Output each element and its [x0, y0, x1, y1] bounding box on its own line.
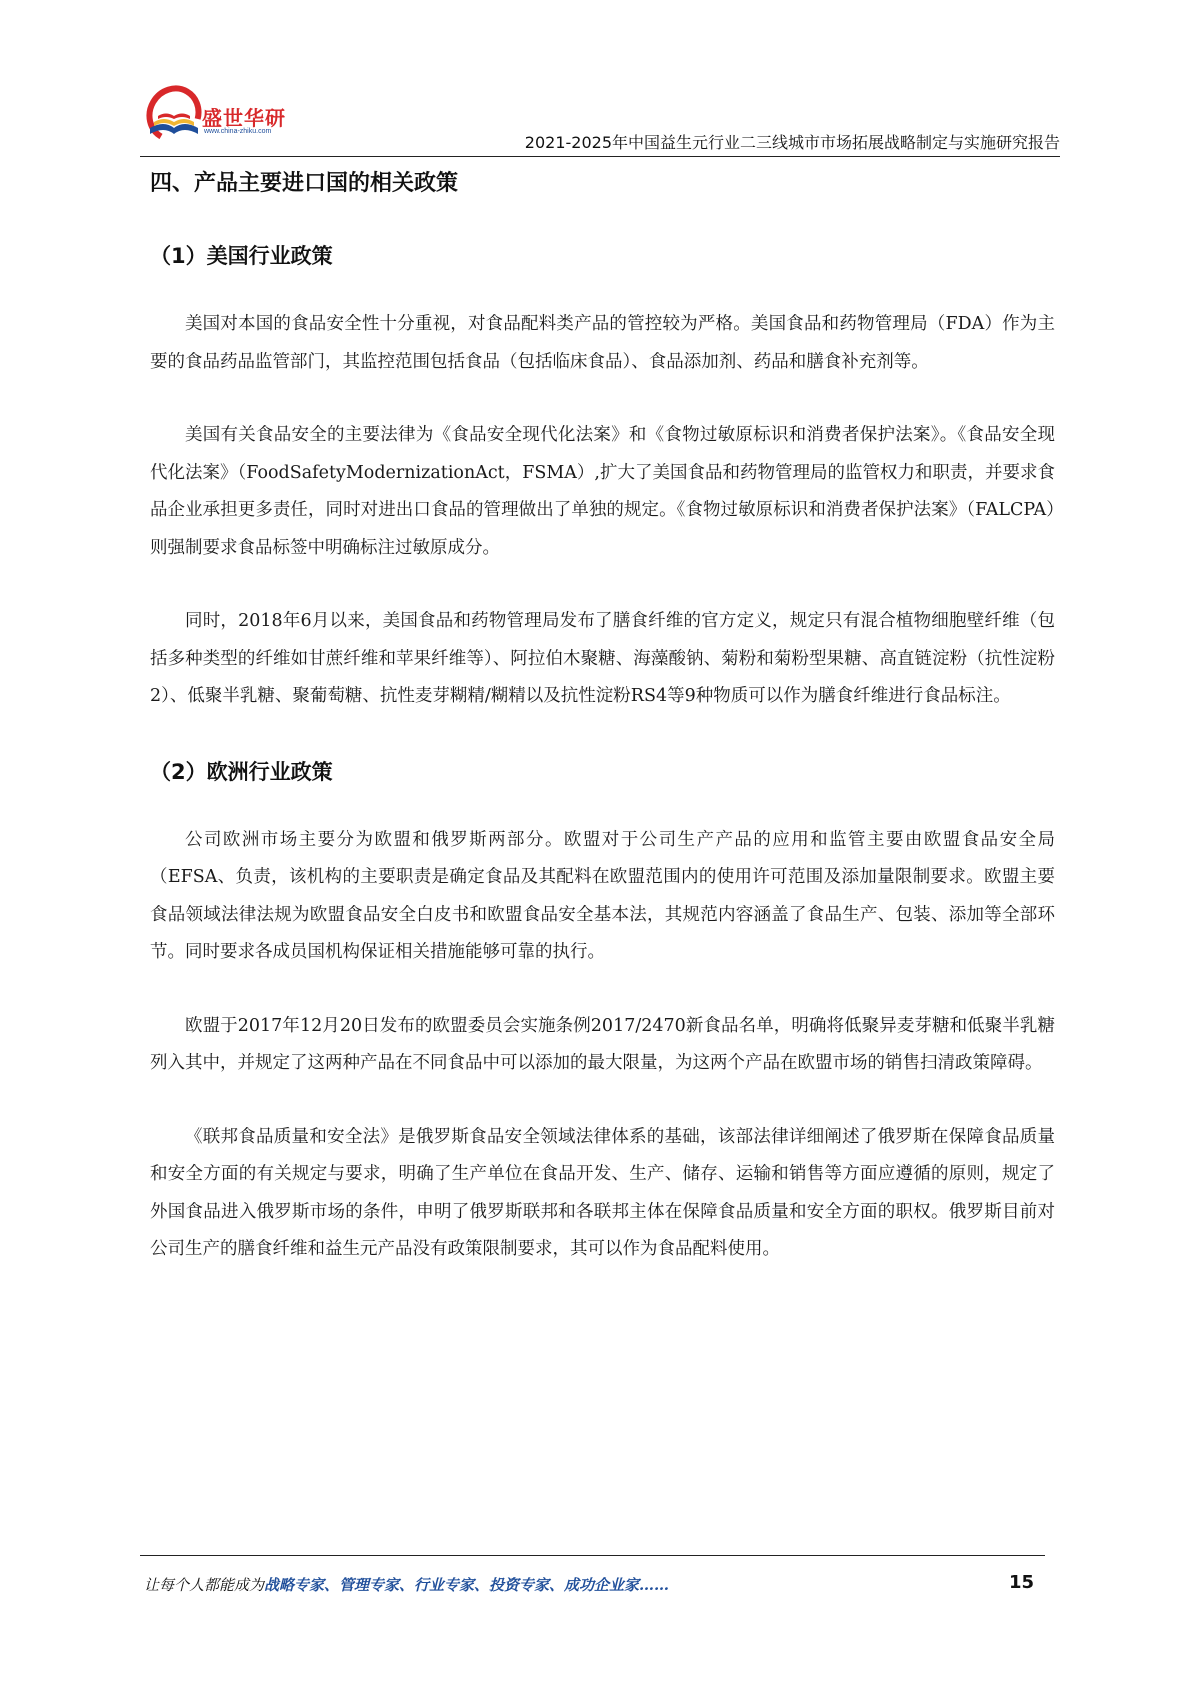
eu-paragraph-1: 公司欧洲市场主要分为欧盟和俄罗斯两部分。欧盟对于公司生产产品的应用和监管主要由欧盟食品安全局（EFSA、负责，该机构的主要职责是确定食品及其配料在欧盟范围内的使用许可范围及添加量限制要求。欧盟主要食品领域法律法规为欧盟食品安全白皮书和欧盟食品安全基本法，其规范内容涵盖了食品生产、包装、添加等全部环节。同时要求各成员国机构保证相关措施能够可靠的执行。: [150, 829, 1055, 962]
section-title: 四、产品主要进口国的相关政策: [150, 171, 459, 196]
us-paragraph-2: 美国有关食品安全的主要法律为《食品安全现代化法案》和《食物过敏原标识和消费者保护法案》。《食品安全现代化法案》（FoodSafetyModernizationAct，FSMA）,扩大了美国食品和药物管理局的监管权力和职责，并要求食品企业承担更多责任，同时对进出口食品的管理做出了单独的规定。《食物过敏原标识和消费者保护法案》（FALCPA）则强制要求食品标签中明确标注过敏原成分。: [150, 425, 1055, 558]
eu-policy-title: （2）欧洲行业政策: [150, 759, 333, 784]
logo-name: 盛世华研: [202, 106, 286, 130]
footer-slogan: [144, 1574, 669, 1595]
slogan-highlight: 战略专家、管理专家、行业专家、投资专家、成功企业家……: [264, 1576, 670, 1594]
slogan-prefix: 让每个人都能成为: [144, 1576, 265, 1594]
page-header: [140, 80, 1060, 158]
eu-paragraph-2: 欧盟于2017年12月20日发布的欧盟委员会实施条例2017/2470新食品名单，明确将低聚异麦芽糖和低聚半乳糖列入其中，并规定了这两种产品在不同食品中可以添加的最大限量，为这两个产品在欧盟市场的销售扫清政策障碍。: [150, 1015, 1055, 1073]
company-logo: [140, 80, 310, 150]
page-body: [150, 168, 1055, 1269]
footer-divider: [140, 1555, 1045, 1556]
page-number: 15: [1008, 1572, 1034, 1593]
logo-book-icon: [140, 84, 204, 144]
us-paragraph-1: 美国对本国的食品安全性十分重视，对食品配料类产品的管控较为严格。美国食品和药物管理局（FDA）作为主要的食品药品监管部门，其监控范围包括食品（包括临床食品）、食品添加剂、药品和膳食补充剂等。: [150, 314, 1055, 372]
page-footer: [144, 1574, 1044, 1604]
us-policy-title: （1）美国行业政策: [150, 244, 333, 268]
us-paragraph-3: 同时，2018年6月以来，美国食品和药物管理局发布了膳食纤维的官方定义，规定只有混合植物细胞壁纤维（包括多种类型的纤维如甘蔗纤维和苹果纤维等）、阿拉伯木聚糖、海藻酸钠、菊粉和菊粉型果糖、高直链淀粉（抗性淀粉2）、低聚半乳糖、聚葡萄糖、抗性麦芽糊精/糊精以及抗性淀粉RS4等9种物质可以作为膳食纤维进行食品标注。: [150, 611, 1055, 706]
header-divider: [140, 156, 1060, 157]
logo-url: www.china-zhiku.com: [204, 128, 272, 135]
report-title: 2021-2025年中国益生元行业二三线城市市场拓展战略制定与实施研究报告: [524, 133, 1060, 152]
eu-paragraph-3: 《联邦食品质量和安全法》是俄罗斯食品安全领域法律体系的基础，该部法律详细阐述了俄罗斯在保障食品质量和安全方面的有关规定与要求，明确了生产单位在食品开发、生产、储存、运输和销售等方面应遵循的原则，规定了外国食品进入俄罗斯市场的条件，申明了俄罗斯联邦和各联邦主体在保障食品质量和安全方面的职权。俄罗斯目前对公司生产的膳食纤维和益生元产品没有政策限制要求，其可以作为食品配料使用。: [150, 1126, 1055, 1259]
